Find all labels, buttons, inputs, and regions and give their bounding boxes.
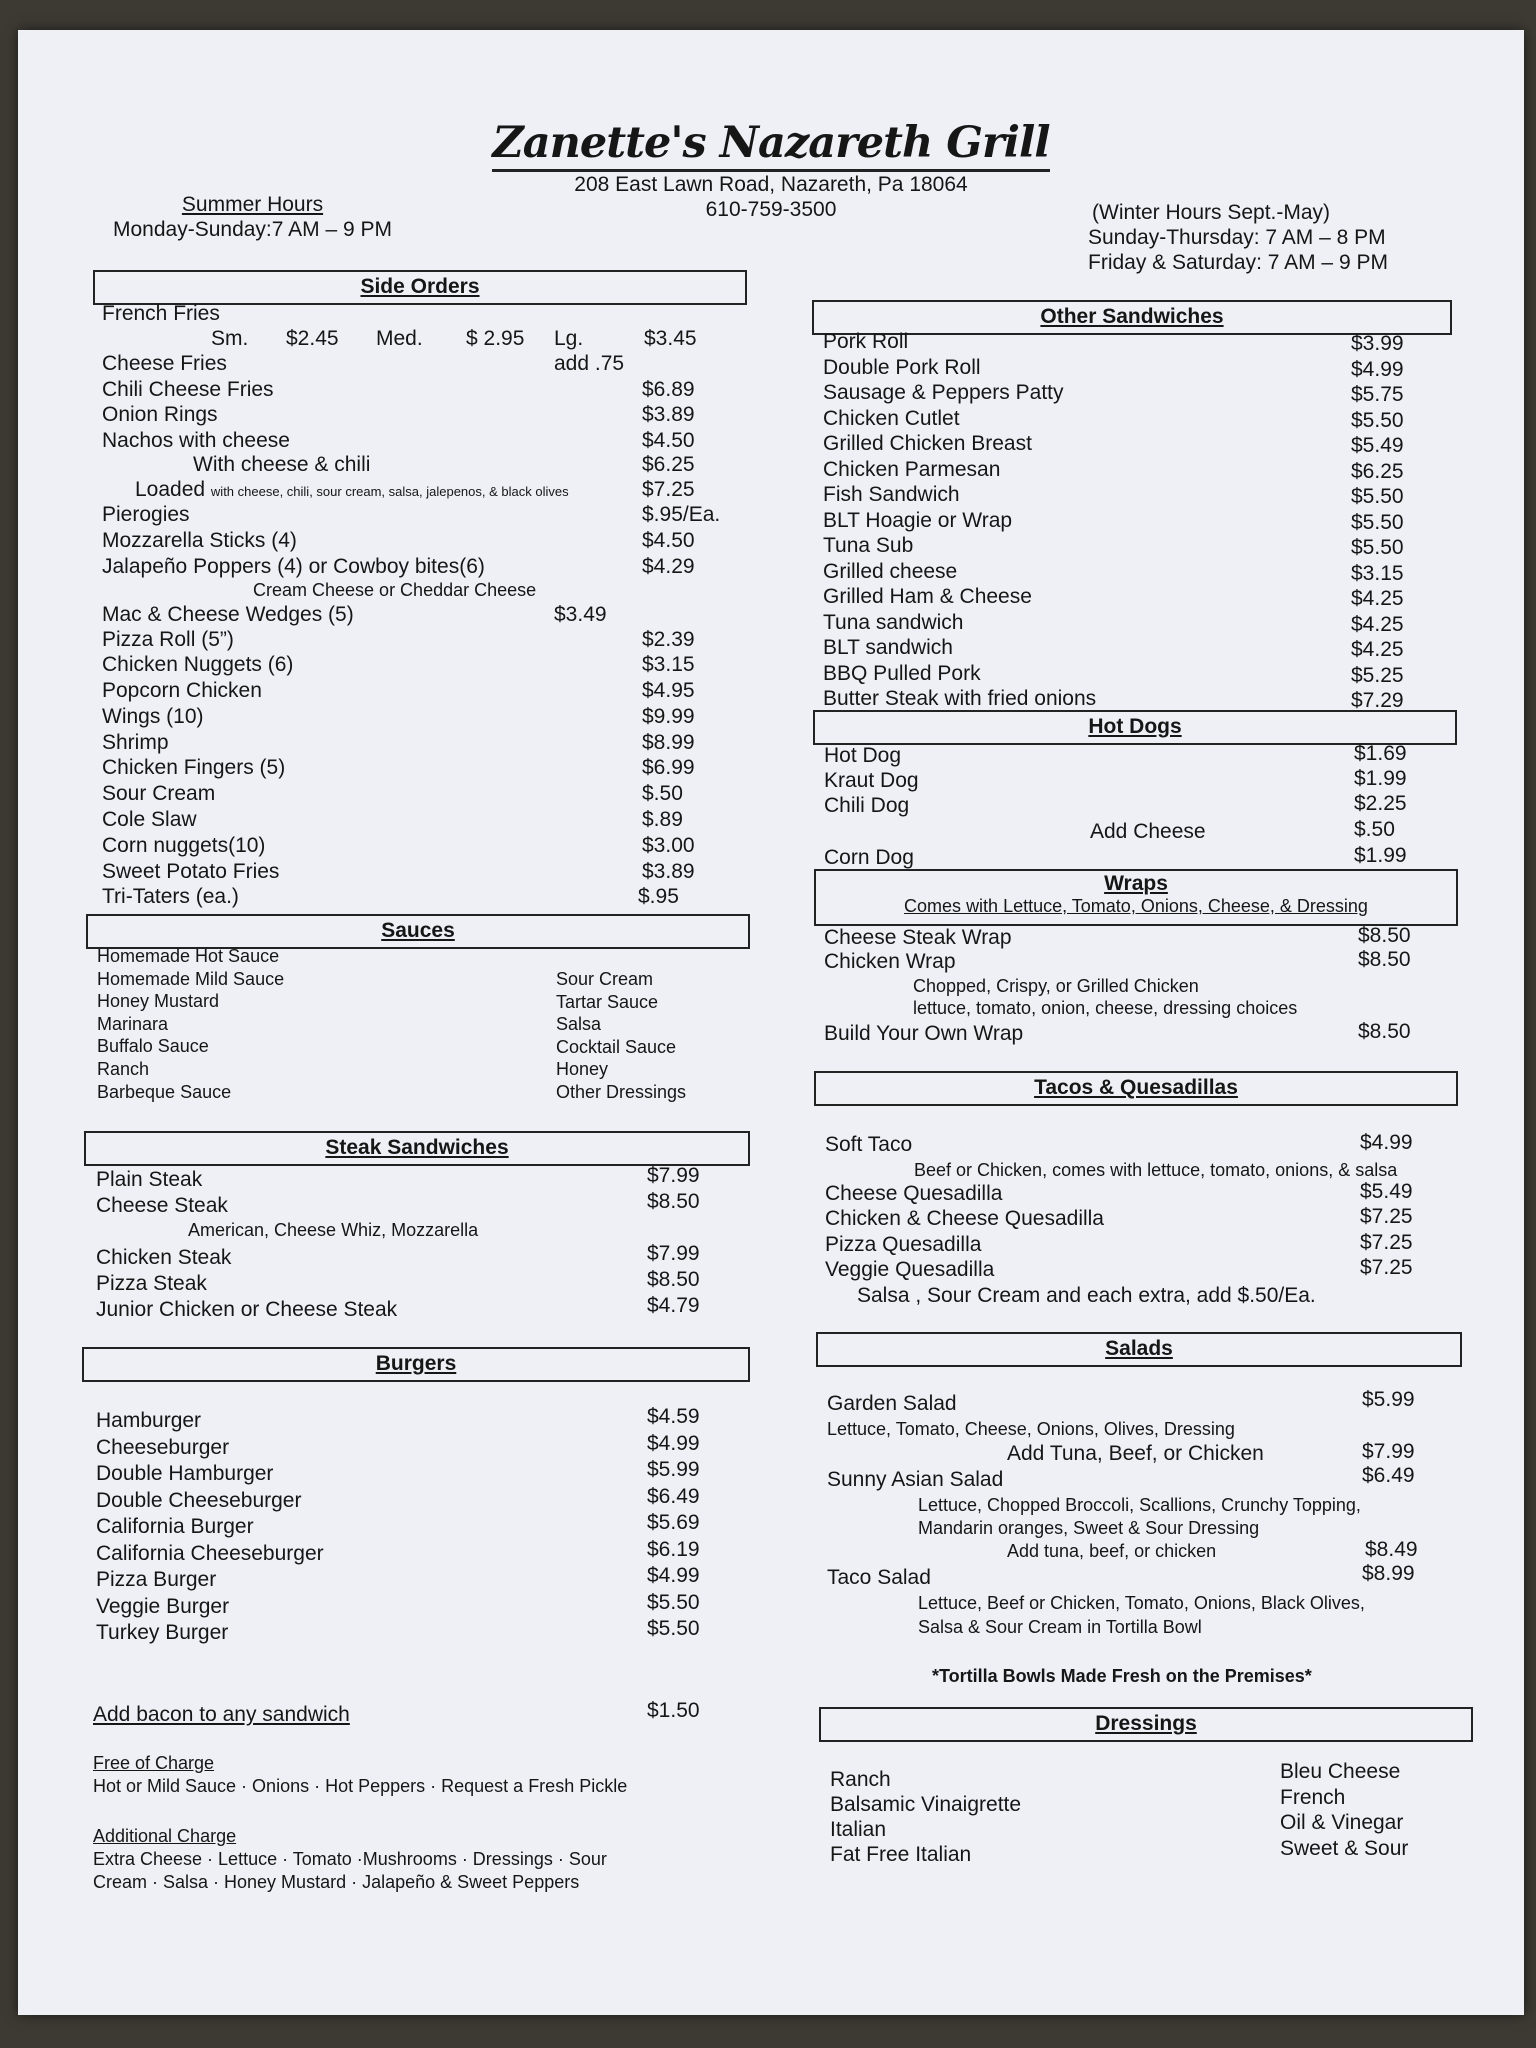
restaurant-title: Zanette's Nazareth Grill [18, 118, 1524, 168]
item-price: $3.49 [554, 603, 607, 626]
item-price: $8.50 [647, 1268, 700, 1291]
item-note: Lettuce, Chopped Broccoli, Scallions, Crunchy Topping, [918, 1495, 1361, 1515]
menu-item: Sour Cream [102, 782, 216, 805]
item-price: add .75 [554, 352, 625, 375]
item-price: $8.50 [1358, 948, 1411, 971]
side-orders-heading: Side Orders [93, 270, 747, 305]
address-line: 208 East Lawn Road, Nazareth, Pa 18064 [574, 173, 968, 196]
menu-item: Cheese Quesadilla [825, 1182, 1003, 1205]
additional-charge-line2: Cream · Salsa · Honey Mustard · Jalapeño & Sweet Peppers [93, 1872, 580, 1892]
list-item: Barbeque Sauce [97, 1081, 232, 1102]
item-price: $8.99 [642, 731, 695, 754]
item-price: $6.49 [647, 1484, 700, 1508]
burgers-list [96, 1408, 324, 1647]
item-price: $6.89 [642, 378, 695, 401]
menu-item: Pizza Roll (5”) [102, 628, 234, 651]
item-description: with cheese, chili, sour cream, salsa, jalepenos, & black olives [210, 484, 569, 499]
bacon-addon: Add bacon to any sandwich [93, 1703, 350, 1726]
item-note: Cream Cheese or Cheddar Cheese [253, 580, 537, 600]
menu-item: Pizza Steak [96, 1272, 207, 1295]
list-item: Balsamic Vinaigrette [830, 1793, 1022, 1816]
menu-item: Tuna sandwich [823, 610, 964, 634]
menu-item: Chicken & Cheese Quesadilla [825, 1207, 1104, 1230]
size-label: Lg. [554, 327, 584, 350]
list-item: Sour Cream [556, 969, 654, 989]
item-price: $4.50 [642, 429, 695, 452]
item-price: $8.50 [647, 1190, 700, 1213]
menu-item: Pizza Quesadilla [825, 1233, 982, 1256]
menu-item: Chili Cheese Fries [102, 378, 274, 401]
item-price: $1.69 [1354, 742, 1407, 765]
other-sandwiches-prices [1351, 331, 1404, 714]
item-price: $6.49 [1362, 1464, 1415, 1487]
menu-item: Chili Dog [824, 794, 910, 817]
dressings-list-right [1280, 1759, 1408, 1861]
menu-item: Soft Taco [825, 1133, 913, 1156]
menu-item: Cole Slaw [102, 808, 197, 831]
other-sandwiches-heading: Other Sandwiches [812, 300, 1452, 335]
item-price: $.50 [642, 782, 683, 805]
menu-item: Chicken Parmesan [823, 457, 1001, 481]
item-price: $9.99 [642, 705, 695, 728]
wraps-subtitle: Comes with Lettuce, Tomato, Onions, Cheese, & Dressing [904, 896, 1368, 916]
menu-item: Cheese Fries [102, 352, 227, 375]
item-price: $.95/Ea. [642, 503, 721, 526]
item-price: $8.99 [1362, 1562, 1415, 1585]
item-price: $4.79 [647, 1294, 700, 1317]
item-price: $5.75 [1351, 383, 1404, 406]
item-price: $7.29 [1351, 689, 1404, 712]
list-item: Honey Mustard [97, 991, 220, 1012]
list-item: Salsa [556, 1014, 602, 1035]
item-price: $5.69 [647, 1511, 700, 1534]
menu-item: Nachos with cheese [102, 429, 290, 452]
extras-note: Salsa , Sour Cream and each extra, add $.50/Ea. [857, 1284, 1316, 1307]
item-price: $5.50 [1351, 536, 1404, 559]
item-price: $4.29 [642, 555, 695, 578]
menu-item: Corn Dog [824, 846, 914, 869]
menu-sheet [18, 30, 1524, 2015]
item-price: $5.49 [1351, 434, 1404, 457]
menu-item: Mozzarella Sticks (4) [102, 529, 297, 552]
summer-hours-text: Monday-Sunday:7 AM – 9 PM [113, 218, 392, 241]
item-price: $2.39 [642, 628, 695, 651]
menu-item: Sausage & Peppers Patty [823, 381, 1064, 404]
item-price: $4.99 [647, 1431, 700, 1455]
item-price: $1.99 [1354, 767, 1407, 790]
item-price: $6.25 [1351, 459, 1404, 483]
item-price: $7.99 [647, 1242, 700, 1265]
menu-item: California Burger [96, 1515, 254, 1538]
menu-item: Chicken Cutlet [823, 406, 960, 430]
item-price: $5.49 [1360, 1180, 1413, 1203]
item-note: Beef or Chicken, comes with lettuce, tomato, onions, & salsa [914, 1160, 1398, 1180]
item-price: $4.59 [647, 1405, 700, 1428]
menu-item: Taco Salad [827, 1566, 931, 1589]
item-price: $ 2.95 [466, 327, 525, 350]
other-sandwiches-list [823, 329, 1096, 712]
menu-item: Hot Dog [824, 744, 902, 767]
item-price: $3.00 [642, 834, 695, 857]
item-price: $2.45 [286, 327, 339, 350]
steak-sandwiches-heading: Steak Sandwiches [84, 1131, 750, 1166]
menu-item: Pierogies [102, 503, 190, 526]
menu-item: Add Tuna, Beef, or Chicken [1007, 1442, 1264, 1465]
burgers-heading: Burgers [82, 1347, 750, 1382]
list-item: Tartar Sauce [556, 991, 659, 1012]
menu-item: Plain Steak [96, 1168, 203, 1191]
menu-item: Popcorn Chicken [102, 679, 262, 702]
item-price: $4.25 [1351, 587, 1404, 610]
menu-item: Onion Rings [102, 403, 218, 426]
item-note: American, Cheese Whiz, Mozzarella [188, 1220, 479, 1240]
item-note: Salsa & Sour Cream in Tortilla Bowl [918, 1617, 1202, 1637]
menu-item: Double Cheeseburger [96, 1488, 302, 1512]
menu-item: Sunny Asian Salad [827, 1468, 1004, 1491]
size-label: Sm. [211, 327, 249, 350]
menu-item: Garden Salad [827, 1392, 957, 1415]
menu-item: Kraut Dog [824, 769, 919, 792]
sauces-list-right [556, 968, 686, 1104]
item-price: $5.50 [1351, 485, 1404, 508]
list-item: Sweet & Sour [1280, 1836, 1409, 1860]
item-price: $3.15 [642, 653, 695, 676]
menu-item: French Fries [102, 302, 220, 325]
sauces-heading: Sauces [86, 914, 750, 949]
item-price: $5.25 [1351, 663, 1404, 687]
menu-item: Mac & Cheese Wedges (5) [102, 603, 354, 626]
list-item: Ranch [830, 1768, 891, 1791]
item-price: $5.50 [647, 1617, 700, 1640]
item-price: $4.25 [1351, 638, 1404, 661]
menu-item: With cheese & chili [193, 453, 371, 476]
item-price: $5.50 [647, 1590, 700, 1614]
menu-item: Sweet Potato Fries [102, 860, 280, 883]
menu-item: Double Hamburger [96, 1462, 274, 1485]
item-price: $7.25 [1360, 1205, 1413, 1228]
menu-item: BBQ Pulled Pork [823, 661, 981, 685]
menu-item: BLT Hoagie or Wrap [823, 508, 1013, 532]
menu-item: Grilled Ham & Cheese [823, 585, 1032, 608]
item-price: $1.99 [1354, 844, 1407, 867]
item-note: Mandarin oranges, Sweet & Sour Dressing [918, 1518, 1260, 1538]
menu-item: Chicken Wrap [824, 950, 956, 973]
list-item: Homemade Mild Sauce [97, 968, 285, 989]
menu-item: Hamburger [96, 1409, 202, 1432]
menu-item: Grilled cheese [823, 559, 958, 583]
menu-item: Chicken Fingers (5) [102, 756, 286, 779]
free-of-charge-heading: Free of Charge [93, 1753, 215, 1773]
item-note: lettuce, tomato, onion, cheese, dressing choices [913, 998, 1298, 1018]
winter-hours-line1: Sunday-Thursday: 7 AM – 8 PM [1088, 226, 1386, 249]
list-item: French [1280, 1785, 1346, 1809]
menu-item: Junior Chicken or Cheese Steak [96, 1298, 398, 1321]
item-name: Loaded [135, 478, 206, 501]
list-item: Honey [556, 1059, 609, 1080]
menu-item: Shrimp [102, 731, 169, 754]
item-note: Lettuce, Tomato, Cheese, Onions, Olives, Dressing [827, 1419, 1235, 1439]
wraps-title: Wraps [1104, 872, 1168, 895]
item-price: $3.45 [644, 327, 697, 350]
wraps-heading [814, 869, 1458, 926]
summer-hours-heading: Summer Hours [181, 193, 324, 216]
menu-item: Fish Sandwich [823, 483, 960, 506]
item-price: $8.50 [1358, 924, 1411, 947]
menu-item: Jalapeño Poppers (4) or Cowboy bites(6) [102, 555, 485, 578]
summer-hours [113, 192, 392, 242]
item-note: Add tuna, beef, or chicken [1007, 1541, 1217, 1561]
item-price: $3.15 [1351, 561, 1404, 585]
winter-hours [1088, 200, 1388, 275]
size-label: Med. [376, 327, 423, 350]
item-price: $7.99 [647, 1164, 700, 1187]
item-price: $6.99 [642, 756, 695, 779]
item-price: $5.99 [1362, 1388, 1415, 1411]
list-item: Cocktail Sauce [556, 1036, 677, 1057]
menu-item: Cheeseburger [96, 1435, 230, 1459]
item-price: $.95 [638, 885, 679, 908]
item-price: $4.99 [1360, 1131, 1413, 1154]
menu-item [135, 478, 569, 504]
list-item: Bleu Cheese [1280, 1760, 1401, 1783]
menu-item: Build Your Own Wrap [824, 1022, 1024, 1045]
menu-item: Wings (10) [102, 705, 204, 728]
item-price: $7.25 [642, 478, 695, 501]
item-price: $4.95 [642, 679, 695, 702]
item-price: $.50 [1354, 818, 1395, 841]
item-price: $4.25 [1351, 612, 1404, 636]
item-price: $3.89 [642, 403, 695, 426]
list-item: Italian [830, 1818, 887, 1841]
list-item: Oil & Vinegar [1280, 1811, 1404, 1834]
dressings-heading: Dressings [819, 1707, 1473, 1742]
list-item: Ranch [97, 1058, 150, 1079]
winter-hours-heading: (Winter Hours Sept.-May) [1092, 201, 1331, 224]
list-item: Homemade Hot Sauce [97, 946, 280, 966]
tacos-heading: Tacos & Quesadillas [814, 1071, 1458, 1106]
menu-item: Chicken Steak [96, 1246, 232, 1269]
item-price: $8.49 [1365, 1538, 1418, 1561]
item-price: $4.50 [642, 529, 695, 552]
menu-item: Butter Steak with fried onions [823, 687, 1097, 710]
hot-dogs-heading: Hot Dogs [813, 710, 1457, 745]
salads-heading: Salads [816, 1332, 1462, 1367]
list-item: Buffalo Sauce [97, 1036, 209, 1057]
tortilla-note: *Tortilla Bowls Made Fresh on the Premises* [932, 1666, 1312, 1686]
burgers-prices [647, 1404, 700, 1643]
menu-item: Turkey Burger [96, 1621, 229, 1644]
item-price: $7.99 [1362, 1440, 1415, 1463]
menu-item: California Cheeseburger [96, 1541, 324, 1565]
sauces-list-left [97, 945, 284, 1103]
item-price: $4.99 [1351, 357, 1404, 381]
list-item: Other Dressings [556, 1081, 687, 1102]
item-price: $4.99 [647, 1564, 700, 1587]
menu-item: Chicken Nuggets (6) [102, 653, 294, 676]
item-price: $3.99 [1351, 332, 1404, 355]
item-price: $8.50 [1358, 1020, 1411, 1043]
item-price: $2.25 [1354, 792, 1407, 815]
menu-item: Veggie Quesadilla [825, 1258, 995, 1281]
menu-item: Add Cheese [1090, 820, 1206, 843]
menu-item: Pork Roll [823, 330, 909, 353]
item-note: Chopped, Crispy, or Grilled Chicken [913, 976, 1199, 996]
winter-hours-line2: Friday & Saturday: 7 AM – 9 PM [1088, 251, 1388, 274]
item-price: $.89 [642, 808, 683, 831]
item-price: $5.99 [647, 1458, 700, 1481]
item-note: Lettuce, Beef or Chicken, Tomato, Onions, Black Olives, [918, 1593, 1365, 1613]
menu-item: Pizza Burger [96, 1568, 217, 1591]
menu-item: Cheese Steak [96, 1194, 228, 1217]
item-price: $6.19 [647, 1537, 700, 1561]
list-item: Marinara [97, 1013, 169, 1034]
menu-item: Grilled Chicken Breast [823, 432, 1032, 455]
item-price: $5.50 [1351, 510, 1404, 534]
list-item: Fat Free Italian [830, 1843, 972, 1866]
item-price: $5.50 [1351, 408, 1404, 432]
menu-item: Double Pork Roll [823, 355, 981, 379]
item-price: $7.25 [1360, 1231, 1413, 1254]
menu-item: Tri-Taters (ea.) [102, 885, 239, 908]
phone-number: 610-759-3500 [705, 198, 837, 221]
menu-item: BLT sandwich [823, 636, 953, 659]
dressings-list-left [830, 1767, 1021, 1867]
item-price: $3.89 [642, 860, 695, 883]
item-price: $6.25 [642, 453, 695, 476]
item-price: $7.25 [1360, 1256, 1413, 1279]
menu-item: Tuna Sub [823, 534, 914, 557]
additional-charge-heading: Additional Charge [93, 1826, 237, 1846]
free-of-charge-list: Hot or Mild Sauce · Onions · Hot Peppers · Request a Fresh Pickle [93, 1776, 628, 1796]
item-price: $1.50 [647, 1699, 700, 1722]
menu-item: Cheese Steak Wrap [824, 926, 1012, 949]
menu-item: Veggie Burger [96, 1594, 230, 1618]
menu-item: Corn nuggets(10) [102, 834, 266, 857]
additional-charge-line1: Extra Cheese · Lettuce · Tomato ·Mushrooms · Dressings · Sour [93, 1849, 607, 1869]
